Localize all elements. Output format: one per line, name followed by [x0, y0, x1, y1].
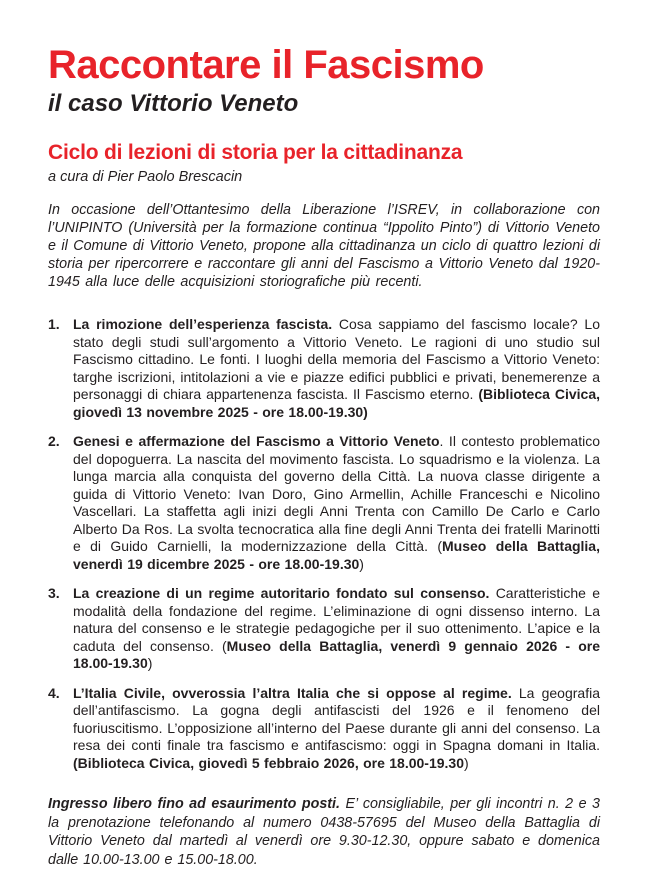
lecture-number: 2. — [48, 433, 60, 449]
lecture-body: Cosa sappiamo del fascismo locale? Lo stato degli studi sull’argomento a Vittorio Veneto. Le ragioni di uno studio sul Fascismo cittadino. Le fonti. I luoghi della memoria del Fascismo a Vittorio Veneto: targhe iscrizioni, intitolazioni a vie e piazze edifici pubblici e privati, benemerenze a personaggi di chiara appartenenza fascista. Il Fascismo eterno. — [73, 316, 600, 402]
byline: a cura di Pier Paolo Brescacin — [48, 169, 243, 185]
lecture-title: L’Italia Civile, ovverossia l’altra Italia che si oppose al regime. — [73, 684, 512, 701]
lecture-title: Genesi e affermazione del Fascismo a Vittorio Veneto — [73, 433, 440, 449]
lecture-venue-close: ) — [147, 655, 153, 671]
lecture-item-3 — [48, 585, 600, 673]
lecture-body: . Il contesto problematico del dopoguerra. La nascita del movimento fascista. Lo squadrismo e la violenza. La lunga marcia alla conquista del governo della Città. La nuova classe dirigente a guida di Vittorio Veneto: Ivan Doro, Gino Armellin, Achille Franceschi e Nicolino Vascellari. La staffetta agli inizi degli Anni Trenta con Camillo De Carlo e Carlo Alberto Da Ros. La svolta tecnocratica alla fine degli Anni Trenta dei fratelli Marinotti e di Guido Carnielli, la modernizzazione della Città. ( — [73, 433, 600, 554]
lecture-text — [73, 316, 600, 421]
lecture-body: La geografia dell’antifascismo. La gogna degli antifascisti del 1926 e il fenomeno del fuoriuscitismo. L’opposizione all’interno del Paese durante gli anni del consenso. La resa dei conti finale tra fascismo e antifascismo: oggi in Spagna domani in Italia. — [73, 684, 600, 753]
lecture-text — [73, 585, 600, 673]
lecture-item-1 — [48, 316, 600, 421]
lecture-venue-close: ) — [464, 754, 469, 771]
page-subtitle: il caso Vittorio Veneto — [48, 90, 299, 117]
lecture-venue-close: ) — [359, 555, 364, 572]
lecture-title: La rimozione dell’esperienza fascista. — [73, 316, 333, 332]
intro-paragraph: In occasione dell’Ottantesimo della Liberazione l’ISREV, in collaborazione con l’UNIPINTO (Università per la formazione continua “Ippolito Pinto”) di Vittorio Veneto e il Comune di Vittorio Veneto, propone alla cittadinanza un ciclo di quattro lezioni di storia per ripercorrere e raccontare gli anni del Fascismo a Vittorio Veneto dal 1920-1945 alla luce delle acquisizioni storiografiche più recenti. — [48, 202, 600, 290]
lecture-list — [48, 316, 600, 772]
lecture-venue: Museo della Battaglia, venerdì 9 gennaio 2026 - ore 18.00-19.30 — [73, 637, 600, 671]
lecture-venue: (Biblioteca Civica, giovedì 13 novembre 2025 - ore 18.00-19.30) — [73, 386, 600, 420]
lecture-number: 1. — [48, 316, 60, 332]
footer-body: E’ consigliabile, per gli incontri n. 2 e 3 la prenotazione telefonando al numero 0438-57695 del Museo della Battaglia di Vittorio Veneto dal martedì al venerdì ore 9.30-12.30, oppure sabato e domenica dalle 10.00-13.00 e 15.00-18.00. — [48, 796, 600, 868]
lecture-number: 4. — [48, 684, 60, 701]
lecture-item-2 — [48, 433, 600, 573]
lecture-title: La creazione di un regime autoritario fondato sul consenso. — [73, 585, 490, 601]
page-title: Raccontare il Fascismo — [48, 43, 484, 87]
footer-note — [48, 795, 600, 869]
lecture-venue: (Biblioteca Civica, giovedì 5 febbraio 2026, ore 18.00-19.30 — [73, 754, 465, 771]
footer-lead: Ingresso libero fino ad esaurimento posti. — [48, 796, 340, 812]
lecture-text — [73, 433, 600, 573]
series-heading: Ciclo di lezioni di storia per la cittadinanza — [48, 141, 463, 164]
lecture-body: Caratteristiche e modalità della fondazione del regime. L’eliminazione di ogni dissenso interno. La natura del consenso e le strategie pedagogiche per il suo ottenimento. L’apice e la caduta del consenso. ( — [73, 585, 600, 654]
lecture-number: 3. — [48, 585, 60, 601]
lecture-item-4 — [48, 685, 600, 773]
lecture-text — [73, 685, 600, 773]
lecture-venue: Museo della Battaglia, venerdì 19 dicembre 2025 - ore 18.00-19.30 — [73, 538, 600, 572]
